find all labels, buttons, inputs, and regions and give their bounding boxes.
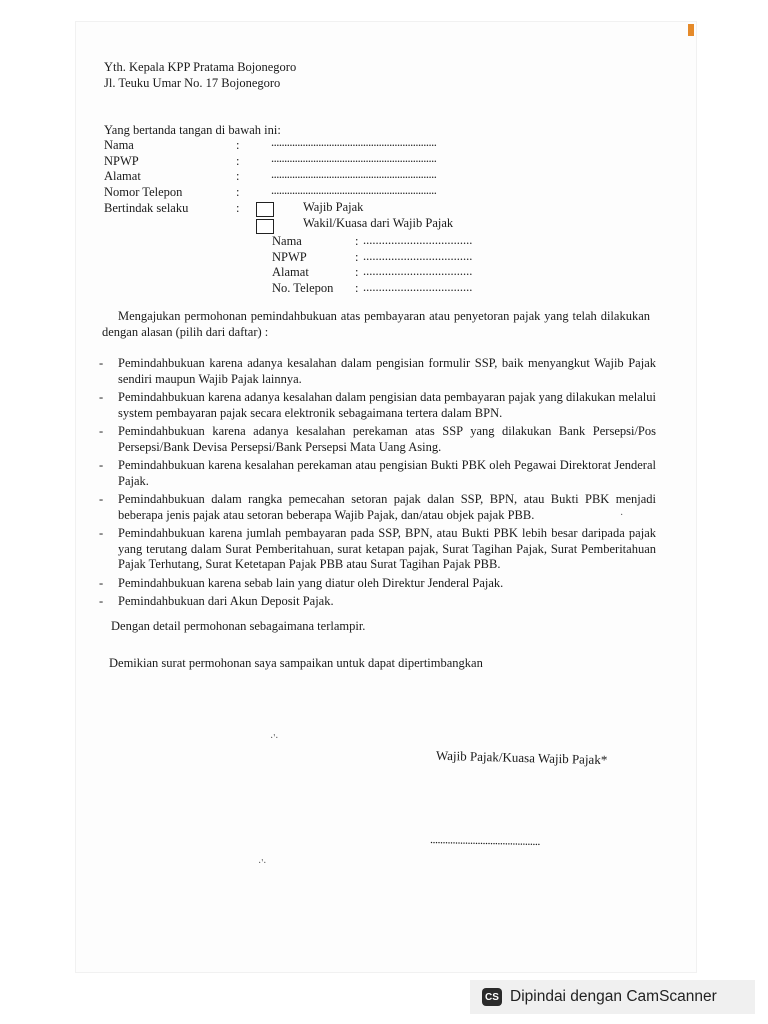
reason-text: Pemindahbukuan dalam rangka pemecahan setoran pajak dalan SSP, BPN, atau Bukti PBK menjadi beberapa jenis pajak atau setoran beberapa Wajib Pajak, dan/atau objek pajak PBB. <box>118 492 656 522</box>
checkbox-wajib-pajak[interactable] <box>256 202 274 217</box>
reason-text: Pemindahbukuan dari Akun Deposit Pajak. <box>118 594 334 608</box>
orange-corner-mark <box>688 24 694 36</box>
list-bullet: - <box>99 575 104 590</box>
reason-item <box>96 492 656 523</box>
subfield-label-nama: Nama <box>272 234 302 248</box>
list-bullet: - <box>99 424 104 438</box>
reason-text: Pemindahbukuan karena adanya kesalahan dalam pengisian data pembayaran pajak yang dilakukan melalui system pembayaran pajak secara elektronik sebagaimana tertera dalam BPN. <box>118 390 656 420</box>
field-colon: : <box>236 154 240 168</box>
scan-speck: ·'· <box>258 858 267 869</box>
subfield-dots-telepon: ................................... <box>363 280 473 294</box>
reason-item <box>96 424 656 455</box>
subfield-label-npwp: NPWP <box>272 250 307 264</box>
field-colon: : <box>236 169 240 183</box>
subfield-colon: : <box>355 234 359 248</box>
reason-item <box>96 526 656 573</box>
camscanner-logo-icon: CS <box>482 988 502 1006</box>
reasons-list <box>96 356 656 610</box>
field-label-bertindak: Bertindak selaku <box>104 201 189 215</box>
list-bullet: - <box>99 594 104 608</box>
reason-text: Pemindahbukuan karena adanya kesalahan perekaman atas SSP yang dilakukan Bank Persepsi/Pos Persepsi/Bank Devisa Persepsi/Bank Persepsi Mata Uang Asing. <box>118 424 656 454</box>
reason-item <box>96 594 656 610</box>
camscanner-badge <box>470 980 755 1014</box>
checkbox-wakil-kuasa[interactable] <box>256 219 274 234</box>
subfield-dots-npwp: ................................... <box>363 249 473 263</box>
option-label-wajib-pajak: Wajib Pajak <box>303 200 364 214</box>
reason-text: Pemindahbukuan karena kesalahan perekaman atau pengisian Bukti PBK oleh Pegawai Direktorat Jenderal Pajak. <box>118 458 656 488</box>
reason-text: Pemindahbukuan karena adanya kesalahan dalam pengisian formulir SSP, baik menyangkut Wajib Pajak sendiri maupun Wajib Pajak lainnya. <box>118 356 656 386</box>
signature-role: Wajib Pajak/Kuasa Wajib Pajak* <box>435 747 608 768</box>
camscanner-text: Dipindai dengan CamScanner <box>510 988 717 1005</box>
subfield-dots-alamat: ................................... <box>363 264 473 278</box>
field-dots-telepon: ............................................................... <box>271 183 437 197</box>
field-label-nama: Nama <box>104 138 134 152</box>
subfield-colon: : <box>355 265 359 279</box>
reason-item <box>96 356 656 387</box>
field-colon: : <box>236 201 240 215</box>
recipient-line-2: Jl. Teuku Umar No. 17 Bojonegoro <box>104 76 281 90</box>
subfield-colon: : <box>355 281 359 295</box>
field-dots-npwp: ............................................................... <box>271 151 437 165</box>
detail-text: Dengan detail permohonan sebagaimana terlampir. <box>111 619 366 633</box>
scan-speck: ·'· <box>270 733 279 744</box>
request-paragraph: Mengajukan permohonan pemindahbukuan atas pembayaran atau penyetoran pajak yang telah dilakukan dengan alasan (pilih dari daftar) : <box>102 309 650 339</box>
field-dots-nama: ............................................................... <box>271 135 437 149</box>
subfield-label-alamat: Alamat <box>272 265 309 279</box>
subfield-label-telepon: No. Telepon <box>272 281 334 295</box>
list-bullet: - <box>99 492 104 506</box>
list-bullet: - <box>99 390 104 404</box>
scan-speck: · <box>620 510 624 521</box>
list-bullet: - <box>99 458 104 472</box>
option-label-wakil-kuasa: Wakil/Kuasa dari Wajib Pajak <box>303 216 454 230</box>
subfield-dots-nama: ................................... <box>363 233 473 247</box>
field-colon: : <box>236 185 240 199</box>
field-label-telepon: Nomor Telepon <box>104 185 183 199</box>
field-label-alamat: Alamat <box>104 169 141 183</box>
reason-item <box>96 390 656 421</box>
field-label-npwp: NPWP <box>104 154 139 168</box>
reason-item <box>96 458 656 489</box>
reason-item <box>96 576 656 592</box>
reason-text: Pemindahbukuan karena sebab lain yang diatur oleh Direktur Jenderal Pajak. <box>118 575 504 590</box>
list-bullet: - <box>99 526 104 540</box>
closing-text: Demikian surat permohonan saya sampaikan untuk dapat dipertimbangkan <box>109 656 483 670</box>
subfield-colon: : <box>355 250 359 264</box>
list-bullet: - <box>99 356 104 370</box>
signature-line: ............................................ <box>429 832 541 848</box>
recipient-line-1: Yth. Kepala KPP Pratama Bojonegoro <box>104 60 297 74</box>
reason-text: Pemindahbukuan karena jumlah pembayaran pada SSP, BPN, atau Bukti PBK lebih besar daripada pajak yang terutang dalam Surat Pemberitahuan, surat ketapan pajak, Surat Tagihan Pajak, Surat Pemberitahuan Pajak Terhutang, Surat Ketetapan Pajak PBB atau Surat Tagihan Pajak PBB. <box>118 526 656 571</box>
intro-text: Yang bertanda tangan di bawah ini: <box>104 123 281 137</box>
field-dots-alamat: ............................................................... <box>271 167 437 181</box>
field-colon: : <box>236 138 240 152</box>
